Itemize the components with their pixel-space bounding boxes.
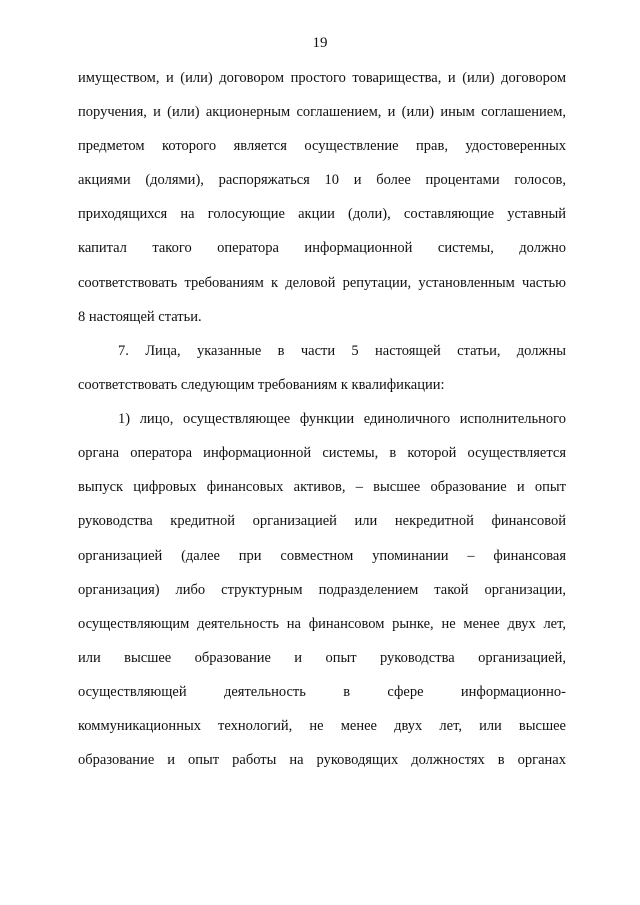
page-number: 19 <box>312 35 328 51</box>
text-line: руководства кредитной организацией или некредитной финансовой <box>78 513 566 530</box>
text-line: образование и опыт работы на руководящих должностях в органах <box>78 752 566 769</box>
text-line: коммуникационных технологий, не менее двух лет, или высшее <box>78 718 566 735</box>
text-line: или высшее образование и опыт руководства организацией, <box>78 649 566 666</box>
text-line: выпуск цифровых финансовых активов, – высшее образование и опыт <box>78 479 566 496</box>
text-line: соответствовать следующим требованиям к квалификации: <box>78 377 445 394</box>
text-line: 7. Лица, указанные в части 5 настоящей статьи, должны <box>118 343 566 359</box>
text-line: капитал такого оператора информационной системы, должно <box>78 240 566 257</box>
text-line: органа оператора информационной системы, в которой осуществляется <box>78 445 566 462</box>
text-line: осуществляющим деятельность на финансовом рынке, не менее двух лет, <box>78 615 566 632</box>
text-line: организацией (далее при совместном упоминании – финансовая <box>78 547 566 564</box>
text-line: 1) лицо, осуществляющее функции единоличного исполнительного <box>118 411 566 428</box>
paragraph-continuation <box>78 68 566 341</box>
text-line: организация) либо структурным подразделением такой организации, <box>78 581 566 598</box>
text-line: акциями (долями), распоряжаться 10 и более процентами голосов, <box>78 172 566 189</box>
paragraph-item-7 <box>78 341 566 784</box>
text-line: 8 настоящей статьи. <box>78 308 202 325</box>
text-line: предметом которого является осуществление прав, удостоверенных <box>78 138 566 155</box>
text-line: осуществляющей деятельность в сфере информационно- <box>78 683 566 700</box>
text-line: приходящихся на голосующие акции (доли), составляющие уставный <box>78 206 566 223</box>
text-line: имуществом, и (или) договором простого товарищества, и (или) договором <box>78 70 566 86</box>
text-line: поручения, и (или) акционерным соглашением, и (или) иным соглашением, <box>78 104 566 121</box>
text-line: соответствовать требованиям к деловой репутации, установленным частью <box>78 274 566 291</box>
